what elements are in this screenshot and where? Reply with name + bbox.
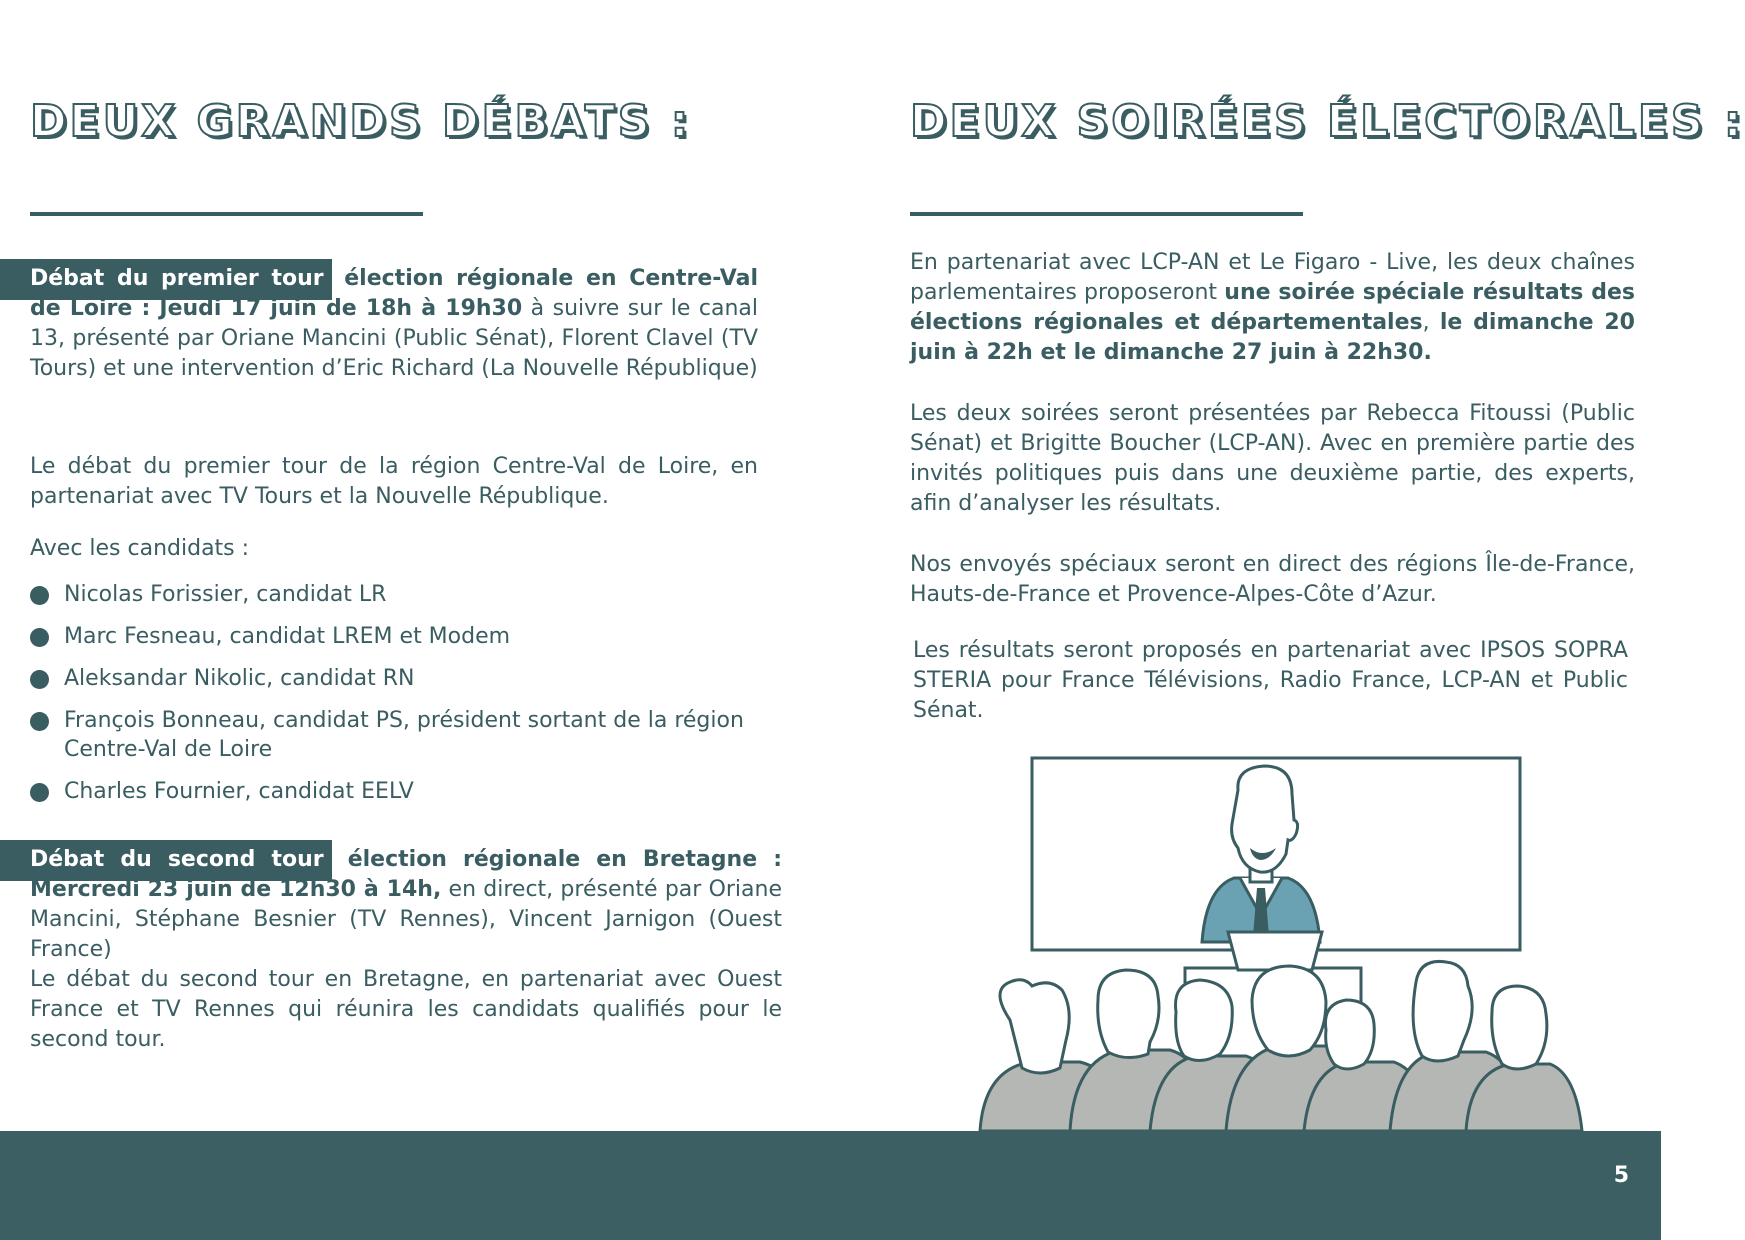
candidate-name: Marc Fesneau, candidat LREM et Modem	[64, 624, 511, 649]
candidate-name: Nicolas Forissier, candidat LR	[64, 582, 387, 607]
election-nights-heading-rule	[910, 212, 1303, 216]
debates-heading-rule	[30, 212, 423, 216]
list-item	[30, 580, 790, 609]
envoys-block	[910, 550, 1635, 610]
election-nights-intro-paragraph	[910, 248, 1635, 368]
election-nights-intro	[910, 248, 1635, 368]
debate-first-round	[30, 264, 758, 384]
results-paragraph: Les résultats seront proposés en partenariat avec IPSOS SOPRA STERIA pour France Télévisions, Radio France, LCP-AN et Public Sénat.	[913, 638, 1628, 723]
debate-second-round-description	[30, 965, 782, 1055]
results-block	[913, 636, 1628, 726]
candidate-name: Charles Fournier, candidat EELV	[64, 779, 414, 804]
bullet-icon	[30, 712, 49, 731]
list-item	[30, 664, 790, 693]
candidates-intro-text: Avec les candidats :	[30, 536, 250, 561]
debate-first-round-title: élection régionale en Centre-Val de Loire : Jeudi 17 juin de 18h à 19h30	[30, 266, 758, 321]
envoys-paragraph: Nos envoyés spéciaux seront en direct des régions Île-de-France, Hauts-de-France et Provence-Alpes-Côte d’Azur.	[910, 552, 1635, 607]
page-number: 5	[1613, 1163, 1629, 1188]
list-item	[30, 777, 790, 806]
debate-second-round-tag: Débat du second tour	[0, 840, 332, 881]
presenter-audience-illustration	[970, 750, 1590, 1131]
debate-second-round-paragraph: Le débat du second tour en Bretagne, en partenariat avec Ouest France et TV Rennes qui réunira les candidats qualifiés pour le second tour.	[30, 967, 782, 1052]
candidates-intro	[30, 534, 758, 564]
debate-second-round-title: élection régionale en Bretagne : Mercredi 23 juin de 12h30 à 14h,	[30, 847, 783, 902]
audience	[980, 961, 1582, 1131]
intro-highlight: une soirée spéciale résultats des élections régionales et départementales	[910, 280, 1635, 335]
debate-second-round-intro	[30, 845, 782, 965]
intro-text: En partenariat avec LCP-AN et Le Figaro - Live, les deux chaînes parlementaires proposeront	[910, 250, 1635, 305]
candidate-name: Aleksandar Nikolic, candidat RN	[64, 666, 415, 691]
presenters-paragraph: Les deux soirées seront présentées par Rebecca Fitoussi (Public Sénat) et Brigitte Boucher (LCP-AN). Avec en première partie des invités politiques puis dans une deuxième partie, des experts, afin d’analyser les résultats.	[910, 401, 1635, 516]
debate-first-round-details: à suivre sur le canal 13, présenté par Oriane Mancini (Public Sénat), Florent Clavel (TV Tours) et une intervention d’Eric Richard (La Nouvelle République)	[30, 296, 758, 381]
debate-second-round	[30, 845, 782, 965]
list-item	[30, 622, 790, 651]
list-item	[30, 706, 790, 764]
footer-bar	[0, 1131, 1661, 1240]
debate-first-round-intro	[30, 264, 758, 384]
debate-first-round-description	[30, 452, 758, 512]
bullet-icon	[30, 628, 49, 647]
presenters-block	[910, 399, 1635, 519]
intro-dates: le dimanche 20 juin à 22h et le dimanche 27 juin à 22h30.	[910, 310, 1635, 365]
debate-second-round-details: en direct, présenté par Oriane Mancini, Stéphane Besnier (TV Rennes), Vincent Jarnigon (Ouest France)	[30, 877, 782, 962]
bullet-icon	[30, 670, 49, 689]
debate-first-round-tag: Débat du premier tour	[0, 259, 332, 300]
bullet-icon	[30, 586, 49, 605]
election-nights-heading: DEUX SOIRÉES ÉLECTORALES :	[910, 96, 1745, 147]
debate-first-round-paragraph: Le débat du premier tour de la région Centre-Val de Loire, en partenariat avec TV Tours et la Nouvelle République.	[30, 454, 758, 509]
debates-heading: DEUX GRANDS DÉBATS :	[30, 96, 692, 147]
candidates-list	[30, 580, 790, 819]
intro-separator: ,	[1422, 310, 1440, 335]
bullet-icon	[30, 783, 49, 802]
candidate-name: François Bonneau, candidat PS, président sortant de la région Centre-Val de Loire	[64, 708, 744, 762]
